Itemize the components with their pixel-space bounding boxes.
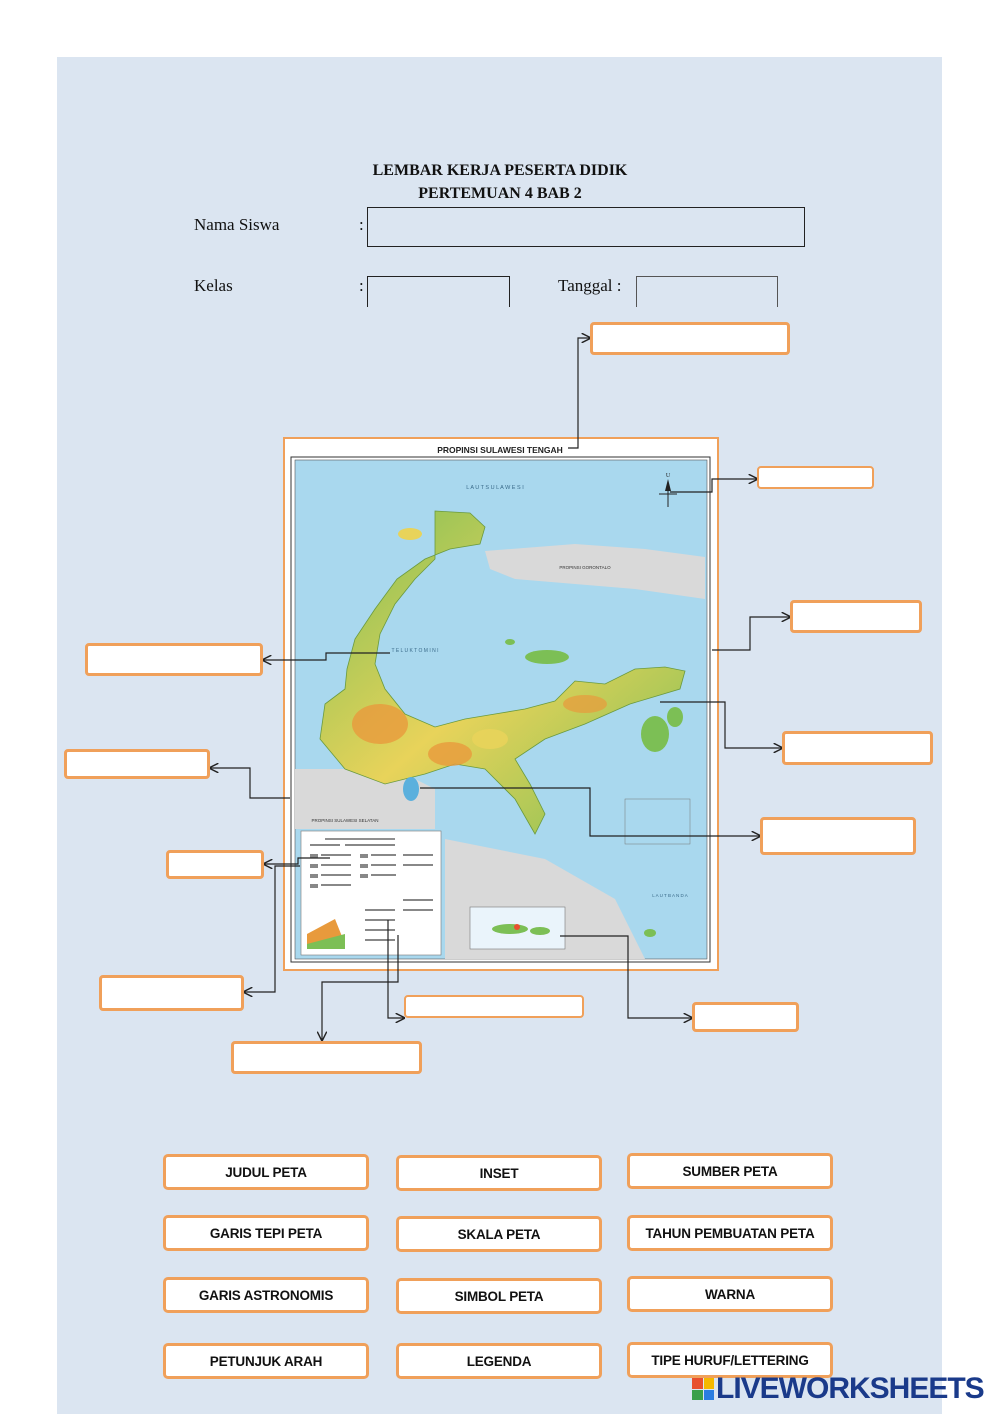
word-inset[interactable]: INSET — [396, 1155, 602, 1191]
banda-sea-label: L A U T B A N D A — [652, 893, 688, 898]
answer-box-1[interactable] — [590, 322, 790, 355]
liveworksheets-logo-icon — [692, 1378, 714, 1400]
word-tipe-huruf[interactable]: TIPE HURUF/LETTERING — [627, 1342, 833, 1378]
answer-box-12[interactable] — [231, 1041, 422, 1074]
answer-box-6[interactable] — [64, 749, 210, 779]
class-colon: : — [359, 276, 364, 295]
worksheet-title: LEMBAR KERJA PESERTA DIDIK — [372, 162, 628, 179]
answer-box-9[interactable] — [99, 975, 244, 1011]
class-label: Kelas — [194, 276, 233, 295]
word-petunjuk-arah[interactable]: PETUNJUK ARAH — [163, 1343, 369, 1379]
name-field[interactable] — [367, 207, 805, 247]
sea-label-top: L A U T S U L A W E S I — [466, 485, 524, 491]
map-frame — [283, 437, 719, 971]
word-garis-astronomis[interactable]: GARIS ASTRONOMIS — [163, 1277, 369, 1313]
north-letter: U — [665, 473, 671, 479]
date-field[interactable] — [636, 276, 778, 307]
word-sumber-peta[interactable]: SUMBER PETA — [627, 1153, 833, 1189]
liveworksheets-logo-text: LIVEWORKSHEETS — [716, 1372, 984, 1405]
word-warna[interactable]: WARNA — [627, 1276, 833, 1312]
answer-box-10[interactable] — [404, 995, 584, 1018]
sulsel-label: PROPINSI SULAWESI SELATAN — [311, 818, 379, 823]
gulf-label: T E L U K T O M I N I — [391, 648, 439, 654]
word-simbol-peta[interactable]: SIMBOL PETA — [396, 1278, 602, 1314]
word-legenda[interactable]: LEGENDA — [396, 1343, 602, 1379]
liveworksheets-logo — [692, 1372, 984, 1406]
name-colon: : — [359, 215, 364, 234]
map-title: PROPINSI SULAWESI TENGAH — [437, 445, 563, 455]
class-field[interactable] — [367, 276, 510, 307]
answer-box-3[interactable] — [790, 600, 922, 633]
answer-box-2[interactable] — [757, 466, 874, 489]
answer-box-11[interactable] — [692, 1002, 799, 1032]
answer-box-7[interactable] — [760, 817, 916, 855]
word-judul-peta[interactable]: JUDUL PETA — [163, 1154, 369, 1190]
answer-box-4[interactable] — [85, 643, 263, 676]
date-label: Tanggal : — [558, 276, 622, 295]
answer-box-8[interactable] — [166, 850, 264, 879]
word-tahun-pembuatan-peta[interactable]: TAHUN PEMBUATAN PETA — [627, 1215, 833, 1251]
word-garis-tepi-peta[interactable]: GARIS TEPI PETA — [163, 1215, 369, 1251]
name-label: Nama Siswa — [194, 215, 280, 234]
gorontalo-label: PROPINSI GORONTALO — [559, 565, 611, 570]
worksheet-subtitle: PERTEMUAN 4 BAB 2 — [418, 185, 582, 202]
answer-box-5[interactable] — [782, 731, 933, 765]
word-skala-peta[interactable]: SKALA PETA — [396, 1216, 602, 1252]
map-image — [285, 439, 716, 968]
